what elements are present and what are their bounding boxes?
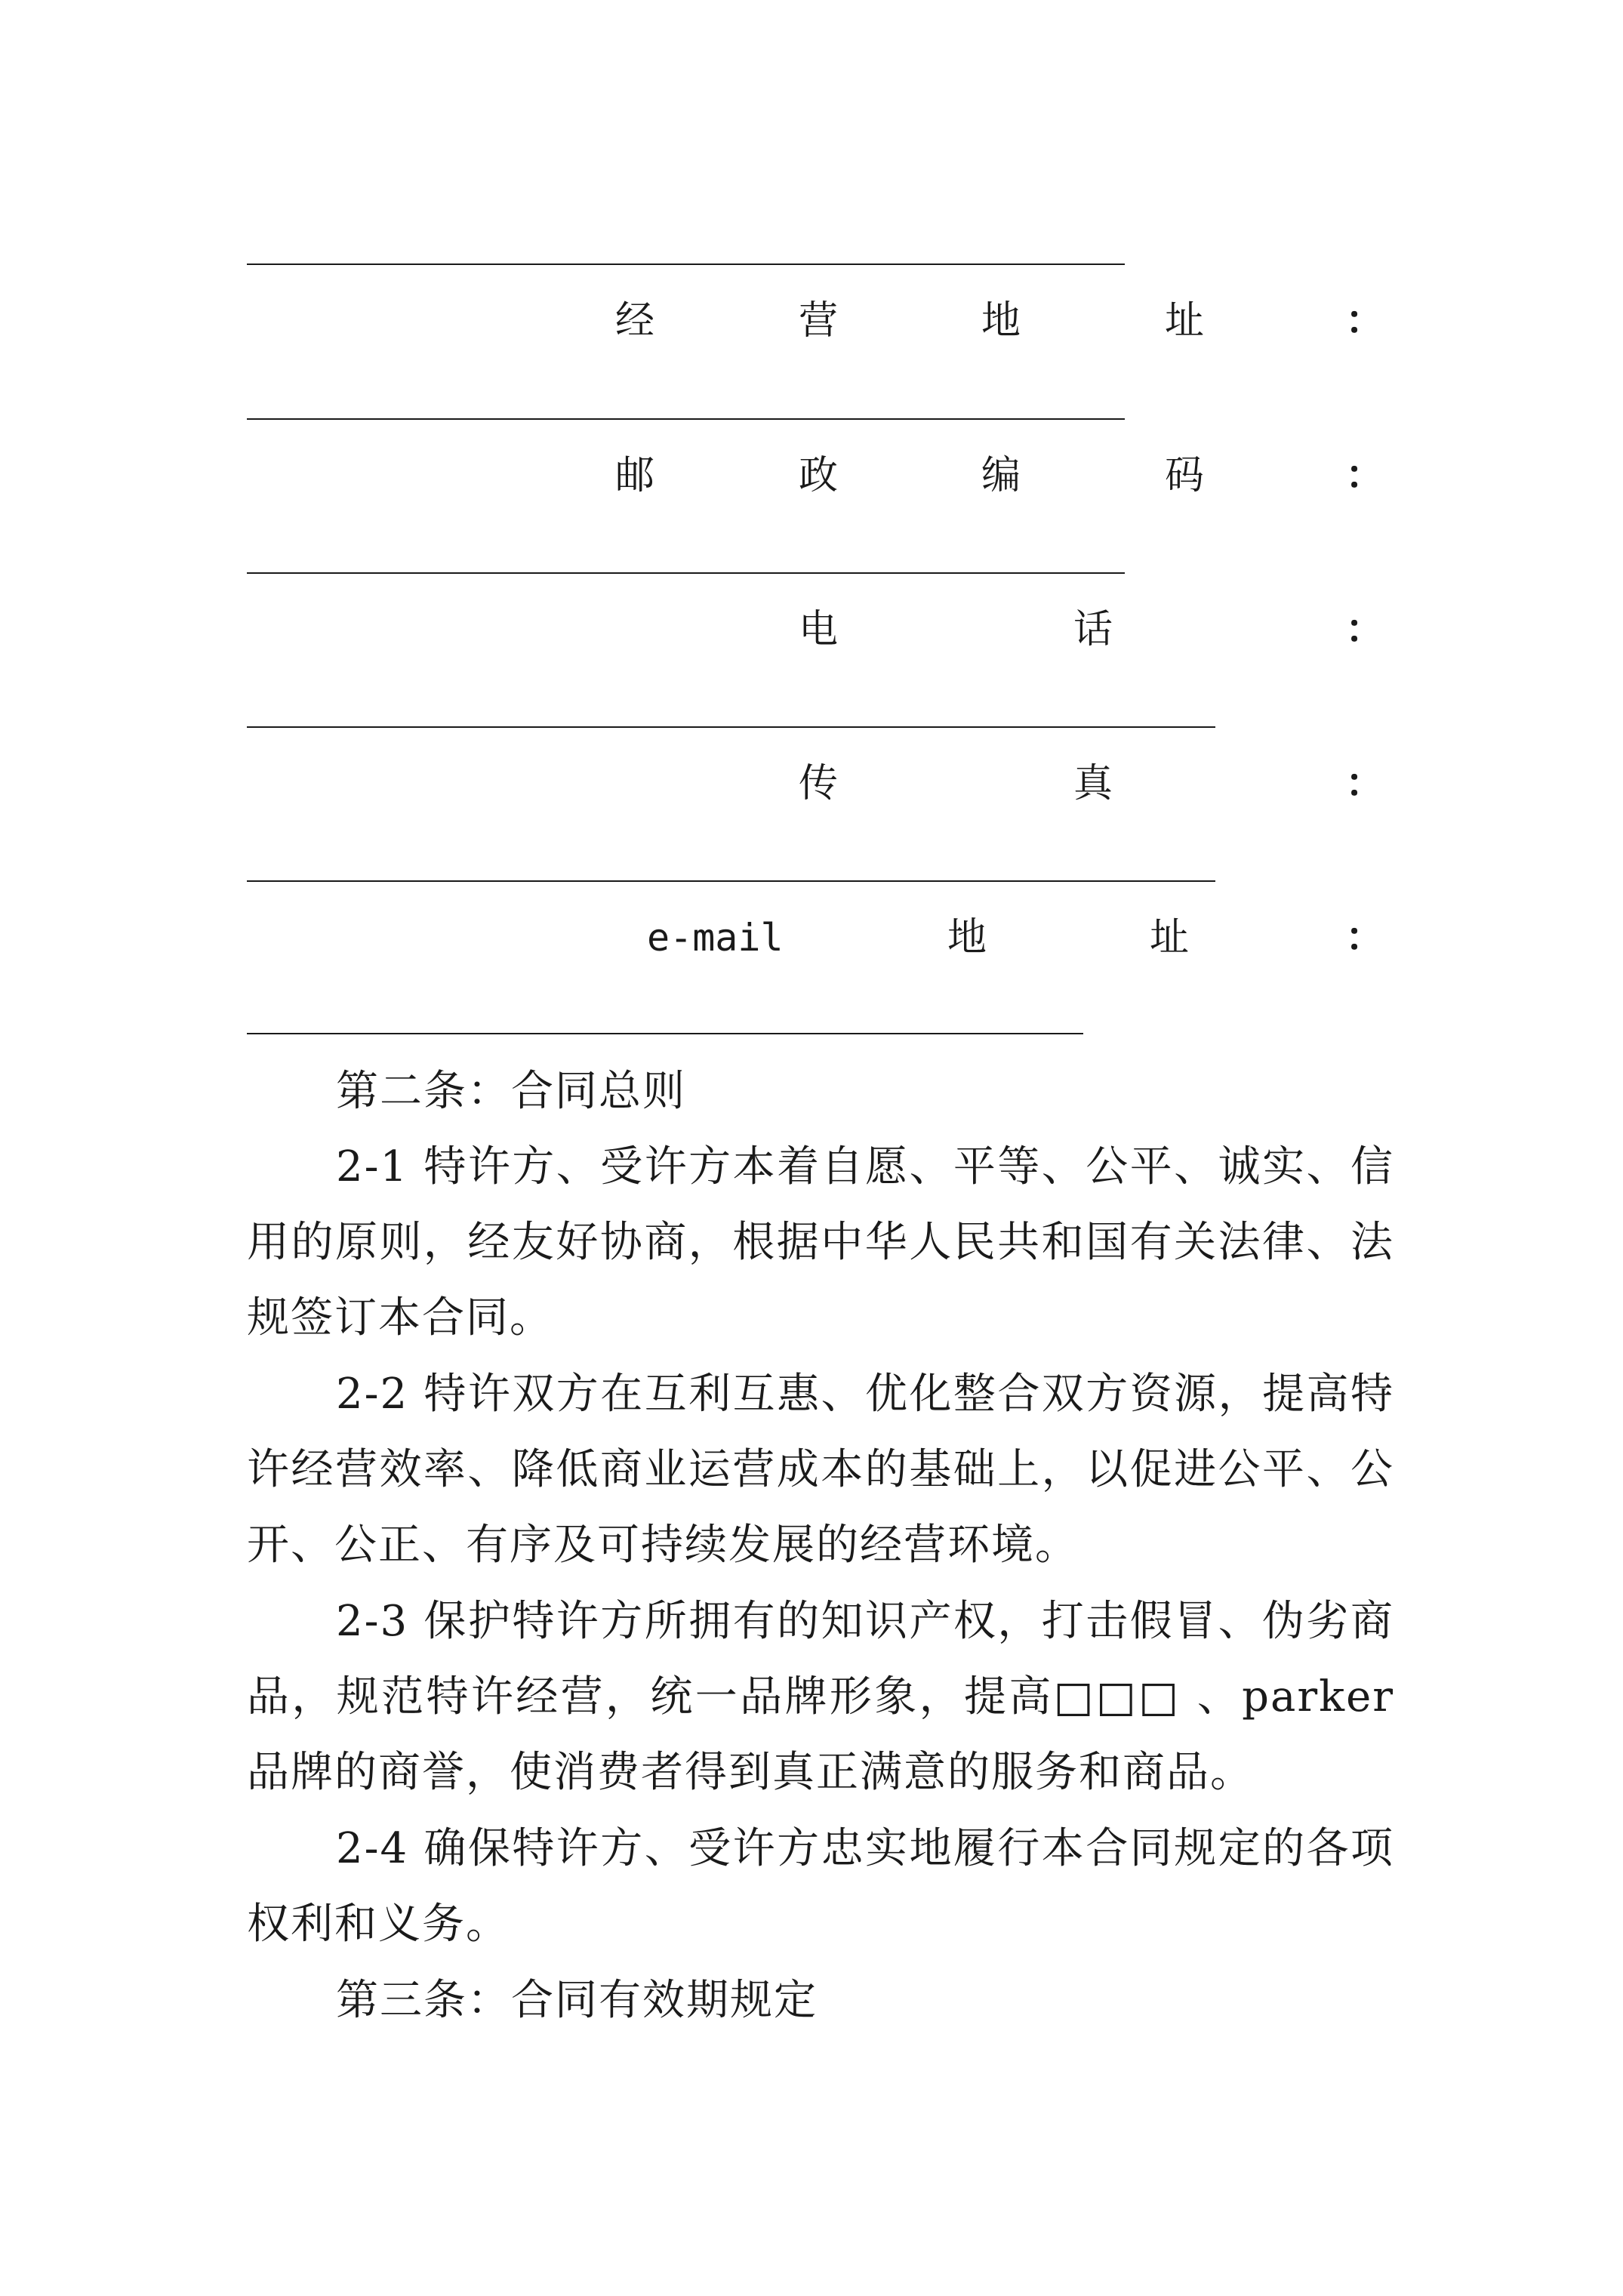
field-char: 话 <box>1073 607 1113 652</box>
paragraph: 2-4 确保特许方、受许方忠实地履行本合同规定的各项权利和义务。 <box>247 1824 1394 1949</box>
field-char: 址 <box>1165 298 1205 344</box>
field-colon: ： <box>1345 760 1385 806</box>
field-colon: ： <box>1345 452 1385 498</box>
field-postal-code <box>247 445 1394 506</box>
blank-line[interactable] <box>247 726 1215 728</box>
field-telephone <box>247 599 1394 660</box>
field-fax <box>247 754 1394 814</box>
field-colon: ： <box>1345 914 1385 960</box>
field-char: 邮 <box>615 453 655 498</box>
section-heading: 第二条：合同总则 <box>336 1067 686 1116</box>
blank-line[interactable] <box>247 572 1125 574</box>
field-char: 编 <box>981 453 1021 498</box>
field-char: 经 <box>615 298 655 344</box>
field-colon: ： <box>1345 606 1385 652</box>
field-char: 地 <box>981 298 1021 344</box>
field-char: 址 <box>1150 915 1190 960</box>
field-char: e-mail <box>647 916 784 960</box>
field-char: 地 <box>947 915 987 960</box>
paragraph: 2-1 特许方、受许方本着自愿、平等、公平、诚实、信用的原则，经友好协商，根据中华人民共和国有关法律、法规签订本合同。 <box>247 1142 1394 1342</box>
section-heading: 第三条：合同有效期规定 <box>336 1976 818 2025</box>
field-char: 传 <box>799 761 839 806</box>
blank-line[interactable] <box>247 418 1125 420</box>
field-colon: ： <box>1345 297 1385 344</box>
paragraph: 2-2 特许双方在互利互惠、优化整合双方资源，提高特许经营效率、降低商业运营成本的基础上，以促进公平、公开、公正、有序及可持续发展的经营环境。 <box>247 1370 1394 1570</box>
field-business-address <box>247 291 1394 351</box>
field-char: 真 <box>1073 761 1113 806</box>
blank-line[interactable] <box>247 264 1125 265</box>
field-char: 电 <box>799 607 839 652</box>
field-char: 营 <box>799 298 839 344</box>
field-char: 政 <box>799 453 839 498</box>
paragraph: 2-3 保护特许方所拥有的知识产权，打击假冒、伪劣商品，规范特许经营，统一品牌形象，提高□□□ 、parker品牌的商誉，使消费者得到真正满意的服务和商品。 <box>247 1597 1394 1797</box>
field-email-address <box>247 908 1394 968</box>
blank-line[interactable] <box>247 1033 1083 1034</box>
blank-line[interactable] <box>247 880 1215 882</box>
field-char: 码 <box>1165 453 1205 498</box>
